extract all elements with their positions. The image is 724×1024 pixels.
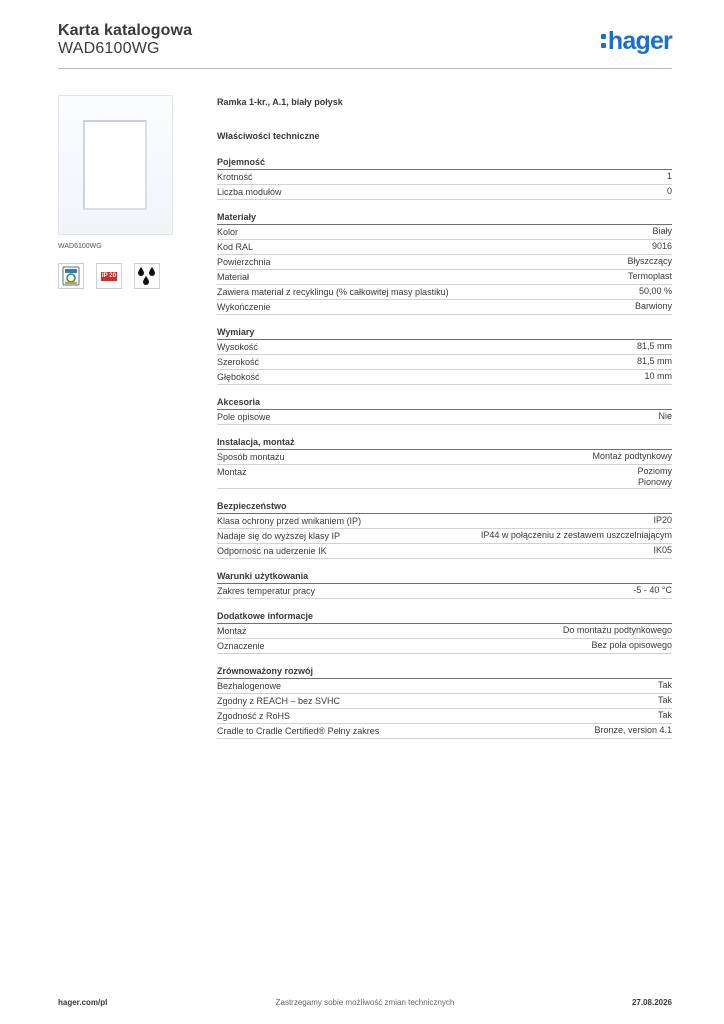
spec-label: Klasa ochrony przed wnikaniem (IP) <box>217 516 362 526</box>
spec-value: 1 <box>666 171 672 181</box>
frame-opening <box>83 120 147 210</box>
spec-label: Wysokość <box>217 342 258 352</box>
spec-values <box>637 466 672 488</box>
spec-label: Kolor <box>217 227 239 237</box>
spec-label: Montaż <box>217 626 247 636</box>
spec-value: Bez pola opisowego <box>591 640 672 650</box>
spec-row <box>217 544 672 559</box>
spec-label: Bezhalogenowe <box>217 681 282 691</box>
spec-row <box>217 300 672 315</box>
spec-value: Pionowy <box>637 477 672 487</box>
section-title: Warunki użytkowania <box>217 569 672 584</box>
spec-label: Krotność <box>217 172 253 182</box>
section-title: Instalacja, montaż <box>217 435 672 450</box>
spec-section <box>217 569 672 599</box>
spec-row <box>217 584 672 599</box>
spec-section <box>217 435 672 489</box>
spec-label: Zgodny z REACH – bez SVHC <box>217 696 341 706</box>
spec-section <box>217 609 672 654</box>
spec-row <box>217 225 672 240</box>
spec-section <box>217 499 672 559</box>
spec-label: Odporność na uderzenie IK <box>217 546 327 556</box>
product-image <box>58 95 173 235</box>
spec-row <box>217 255 672 270</box>
spec-value: 9016 <box>651 241 672 251</box>
spec-label: Sposób montażu <box>217 452 285 462</box>
spec-row <box>217 285 672 300</box>
spec-label: Szerokość <box>217 357 260 367</box>
spec-label: Wykończenie <box>217 302 271 312</box>
spec-value: -5 - 40 °C <box>633 585 672 595</box>
spec-label: Zakres temperatur pracy <box>217 586 316 596</box>
spec-values <box>594 725 672 736</box>
spec-values <box>635 301 672 312</box>
spec-label: Liczba modułów <box>217 187 282 197</box>
spec-values <box>627 256 672 267</box>
spec-value: Błyszczący <box>627 256 672 266</box>
spec-value: Tak <box>657 710 672 720</box>
product-title: Ramka 1-kr., A.1, biały połysk <box>217 97 343 107</box>
spec-values <box>633 585 672 596</box>
footer-notice: Zastrzegamy sobie możliwość zmian technicznych <box>275 998 455 1007</box>
spec-values <box>658 680 672 691</box>
spec-section <box>217 664 672 739</box>
spec-row <box>217 724 672 739</box>
ip20-rating-icon <box>96 263 122 289</box>
spec-values <box>667 186 672 197</box>
spec-row <box>217 450 672 465</box>
spec-row <box>217 624 672 639</box>
spec-row <box>217 170 672 185</box>
footer-date: 27.08.2026 <box>631 998 672 1007</box>
spec-values <box>658 695 672 706</box>
spec-value: IP20 <box>653 515 672 525</box>
spec-label: Materiał <box>217 272 250 282</box>
spec-label: Zgodność z RoHS <box>217 711 291 721</box>
spec-row <box>217 465 672 489</box>
spec-section <box>217 210 672 315</box>
spec-values <box>653 515 672 526</box>
spec-value: Montaż podtynkowy <box>592 451 672 461</box>
page-header <box>58 20 672 68</box>
spec-row <box>217 529 672 544</box>
spec-values <box>644 371 672 382</box>
section-title: Zrównoważony rozwój <box>217 664 672 679</box>
spec-values <box>658 710 672 721</box>
technical-properties-heading: Właściwości techniczne <box>217 131 320 141</box>
spec-row <box>217 340 672 355</box>
spec-value: 10 mm <box>644 371 672 381</box>
spec-values <box>667 171 672 182</box>
spec-row <box>217 355 672 370</box>
recycling-label-icon <box>58 263 84 289</box>
spec-values <box>652 226 672 237</box>
spec-label: Nadaje się do wyższej klasy IP <box>217 531 341 541</box>
spec-label: Montaż <box>217 467 247 477</box>
spec-values <box>481 530 672 541</box>
spec-value: 50,00 % <box>638 286 672 296</box>
spec-value: Termoplast <box>627 271 672 281</box>
spec-row <box>217 185 672 200</box>
spec-value: 0 <box>666 186 672 196</box>
spec-value: Nie <box>658 411 672 421</box>
spec-row <box>217 639 672 654</box>
section-title: Dodatkowe informacje <box>217 609 672 624</box>
spec-value: Do montażu podtynkowego <box>562 625 672 635</box>
product-code: WAD6100WG <box>58 40 160 57</box>
spec-section <box>217 155 672 200</box>
section-title: Akcesoria <box>217 395 672 410</box>
footer-url[interactable]: hager.com/pl <box>58 998 108 1007</box>
spec-values <box>653 545 672 556</box>
spec-label: Głębokość <box>217 372 260 382</box>
section-title: Materiały <box>217 210 672 225</box>
spec-values <box>563 625 672 636</box>
logo-text: hager <box>607 27 672 55</box>
spec-row <box>217 709 672 724</box>
ip-badge-label: IP 20 <box>102 272 116 279</box>
spec-row <box>217 370 672 385</box>
spec-label: Powierzchnia <box>217 257 271 267</box>
spec-row <box>217 240 672 255</box>
logo-colon-icon <box>601 30 607 52</box>
spec-label: Pole opisowe <box>217 412 271 422</box>
spec-row <box>217 679 672 694</box>
document-title: Karta katalogowa <box>58 22 193 39</box>
spec-sections <box>217 155 672 739</box>
spec-value: Poziomy <box>637 466 672 476</box>
spec-value: IK05 <box>653 545 672 555</box>
spec-label: Oznaczenie <box>217 641 265 651</box>
section-title: Bezpieczeństwo <box>217 499 672 514</box>
spec-value: Barwiony <box>634 301 672 311</box>
spec-label: Kod RAL <box>217 242 254 252</box>
spec-value: Bronze, version 4.1 <box>594 725 672 735</box>
spec-section <box>217 325 672 385</box>
spec-value: 81,5 mm <box>636 341 672 351</box>
spec-row <box>217 270 672 285</box>
spec-values <box>628 271 672 282</box>
spec-label: Zawiera materiał z recyklingu (% całkowitej masy plastiku) <box>217 287 449 297</box>
water-drops-icon <box>134 263 160 289</box>
spec-values <box>639 286 672 297</box>
spec-values <box>637 356 672 367</box>
spec-row <box>217 514 672 529</box>
spec-values <box>637 341 672 352</box>
spec-values <box>658 411 672 422</box>
spec-value: 81,5 mm <box>636 356 672 366</box>
spec-value: Biały <box>652 226 672 236</box>
spec-row <box>217 410 672 425</box>
header-divider <box>58 68 672 69</box>
spec-label: Cradle to Cradle Certified® Pełny zakres <box>217 726 380 736</box>
spec-values <box>591 640 672 651</box>
spec-values <box>592 451 672 462</box>
section-title: Wymiary <box>217 325 672 340</box>
spec-section <box>217 395 672 425</box>
spec-value: Tak <box>657 695 672 705</box>
spec-value: IP44 w połączeniu z zestawem uszczelniającym <box>480 530 672 540</box>
spec-row <box>217 694 672 709</box>
certification-badges <box>58 263 160 289</box>
section-title: Pojemność <box>217 155 672 170</box>
spec-value: Tak <box>657 680 672 690</box>
spec-values <box>652 241 672 252</box>
image-caption: WAD6100WG <box>58 243 102 250</box>
technical-content <box>217 95 672 749</box>
hager-logo[interactable] <box>601 26 672 56</box>
